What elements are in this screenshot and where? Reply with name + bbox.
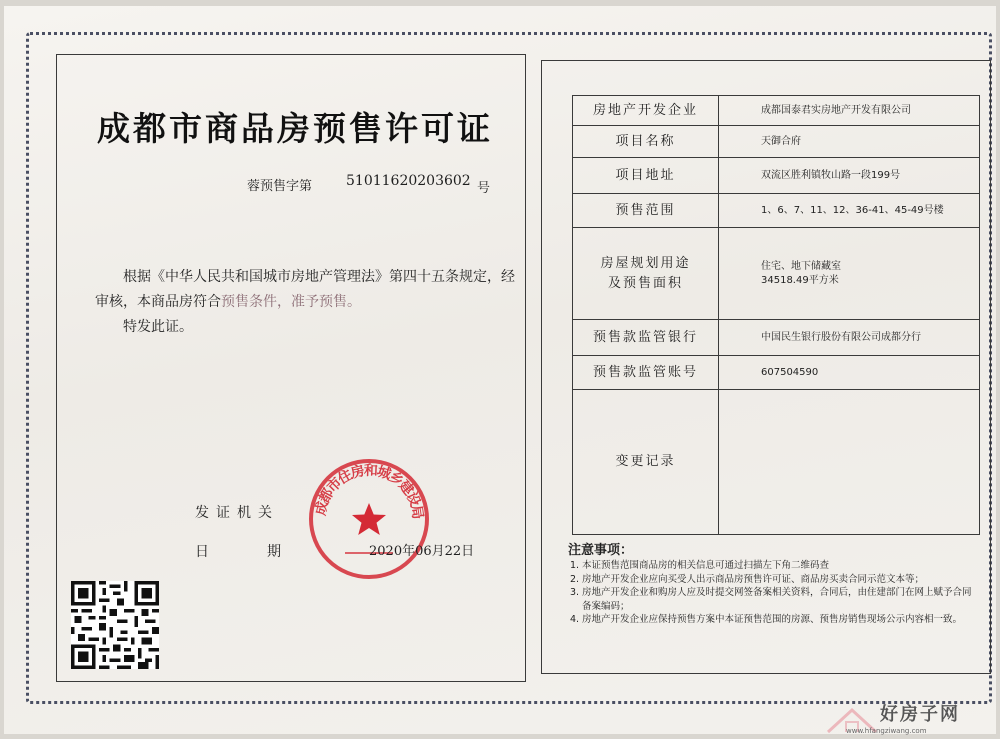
left-panel	[56, 54, 526, 682]
date-label-char-1: 日	[195, 544, 209, 560]
table-row	[573, 356, 980, 390]
row-label	[573, 228, 719, 320]
row-value	[719, 228, 980, 320]
row-value: 1、6、7、11、12、36-41、45-49号楼	[719, 194, 980, 228]
watermark-text: 好房子网	[880, 704, 960, 725]
body-text-faded: 预售条件，准予预售。	[221, 294, 361, 310]
qr-code-icon[interactable]	[71, 581, 159, 669]
note-number: 2.	[570, 573, 580, 585]
row-label: 项目地址	[573, 158, 719, 194]
row-label-line: 房屋规划用途	[600, 255, 691, 271]
right-panel	[541, 60, 991, 674]
date-label-char-2: 期	[267, 544, 281, 560]
row-label: 房地产开发企业	[573, 96, 719, 126]
notes-list	[566, 559, 976, 627]
row-label-line: 及预售面积	[607, 275, 683, 291]
row-value-line: 34518.49平方米	[761, 274, 839, 286]
row-value	[719, 390, 980, 535]
permit-number: 51011620203602	[346, 173, 471, 189]
permit-suffix: 号	[477, 181, 491, 196]
row-label: 预售款监管账号	[573, 356, 719, 390]
note-text: 房地产开发企业和购房人应及时提交网签备案相关资料，合同后，由住建部门在网上赋予合同备案编码；	[582, 587, 972, 612]
table-row	[573, 228, 980, 320]
row-label: 变更记录	[573, 390, 719, 535]
certificate-body	[95, 265, 515, 340]
permit-prefix: 蓉预售字第	[247, 179, 313, 194]
list-item	[566, 613, 976, 627]
body-closing: 特发此证。	[123, 319, 193, 335]
list-item	[566, 559, 976, 573]
row-value: 中国民生银行股份有限公司成都分行	[719, 320, 980, 356]
watermark-url: www.hfangziwang.com	[846, 727, 927, 735]
note-text: 房地产开发企业应保持预售方案中本证预售范围的房源、预售房销售现场公示内容相一致。	[582, 614, 963, 625]
seal-text-path: 成都市住房和城乡建设局	[312, 462, 426, 521]
list-item	[566, 586, 976, 613]
issuer-label: 发证机关	[195, 505, 279, 521]
row-value: 成都国泰君实房地产开发有限公司	[719, 96, 980, 126]
note-text: 本证预售范围商品房的相关信息可通过扫描左下角二维码查	[582, 560, 830, 571]
table-row	[573, 194, 980, 228]
seal-star	[352, 503, 386, 535]
notes-title: 注意事项：	[568, 543, 634, 558]
table-row	[573, 126, 980, 158]
official-seal	[305, 455, 433, 583]
row-value: 双流区胜利镇牧山路一段199号	[719, 158, 980, 194]
row-value-line: 住宅、地下储藏室	[761, 260, 841, 272]
row-label: 预售款监管银行	[573, 320, 719, 356]
table-row	[573, 158, 980, 194]
table-row	[573, 390, 980, 535]
table-row	[573, 320, 980, 356]
note-number: 4.	[570, 614, 580, 625]
body-text-main: 根据《中华人民共和国城市房地产管理法》第四十五条规定，经审核，本商品房符合	[95, 269, 515, 310]
table-row	[573, 96, 980, 126]
row-value: 607504590	[719, 356, 980, 390]
note-number: 3.	[570, 587, 580, 598]
row-label: 项目名称	[573, 126, 719, 158]
note-number: 1.	[570, 560, 580, 571]
issue-date: 2020年06月22日	[369, 544, 475, 559]
row-label: 预售范围	[573, 194, 719, 228]
row-value: 天御合府	[719, 126, 980, 158]
list-item	[566, 573, 976, 587]
certificate-sheet	[4, 6, 996, 734]
details-table	[572, 95, 980, 535]
certificate-title: 成都市商品房预售许可证	[97, 109, 493, 148]
note-text: 房地产开发企业应向买受人出示商品房预售许可证、商品房买卖合同示范文本等；	[582, 573, 925, 585]
body-paragraph	[95, 265, 515, 315]
